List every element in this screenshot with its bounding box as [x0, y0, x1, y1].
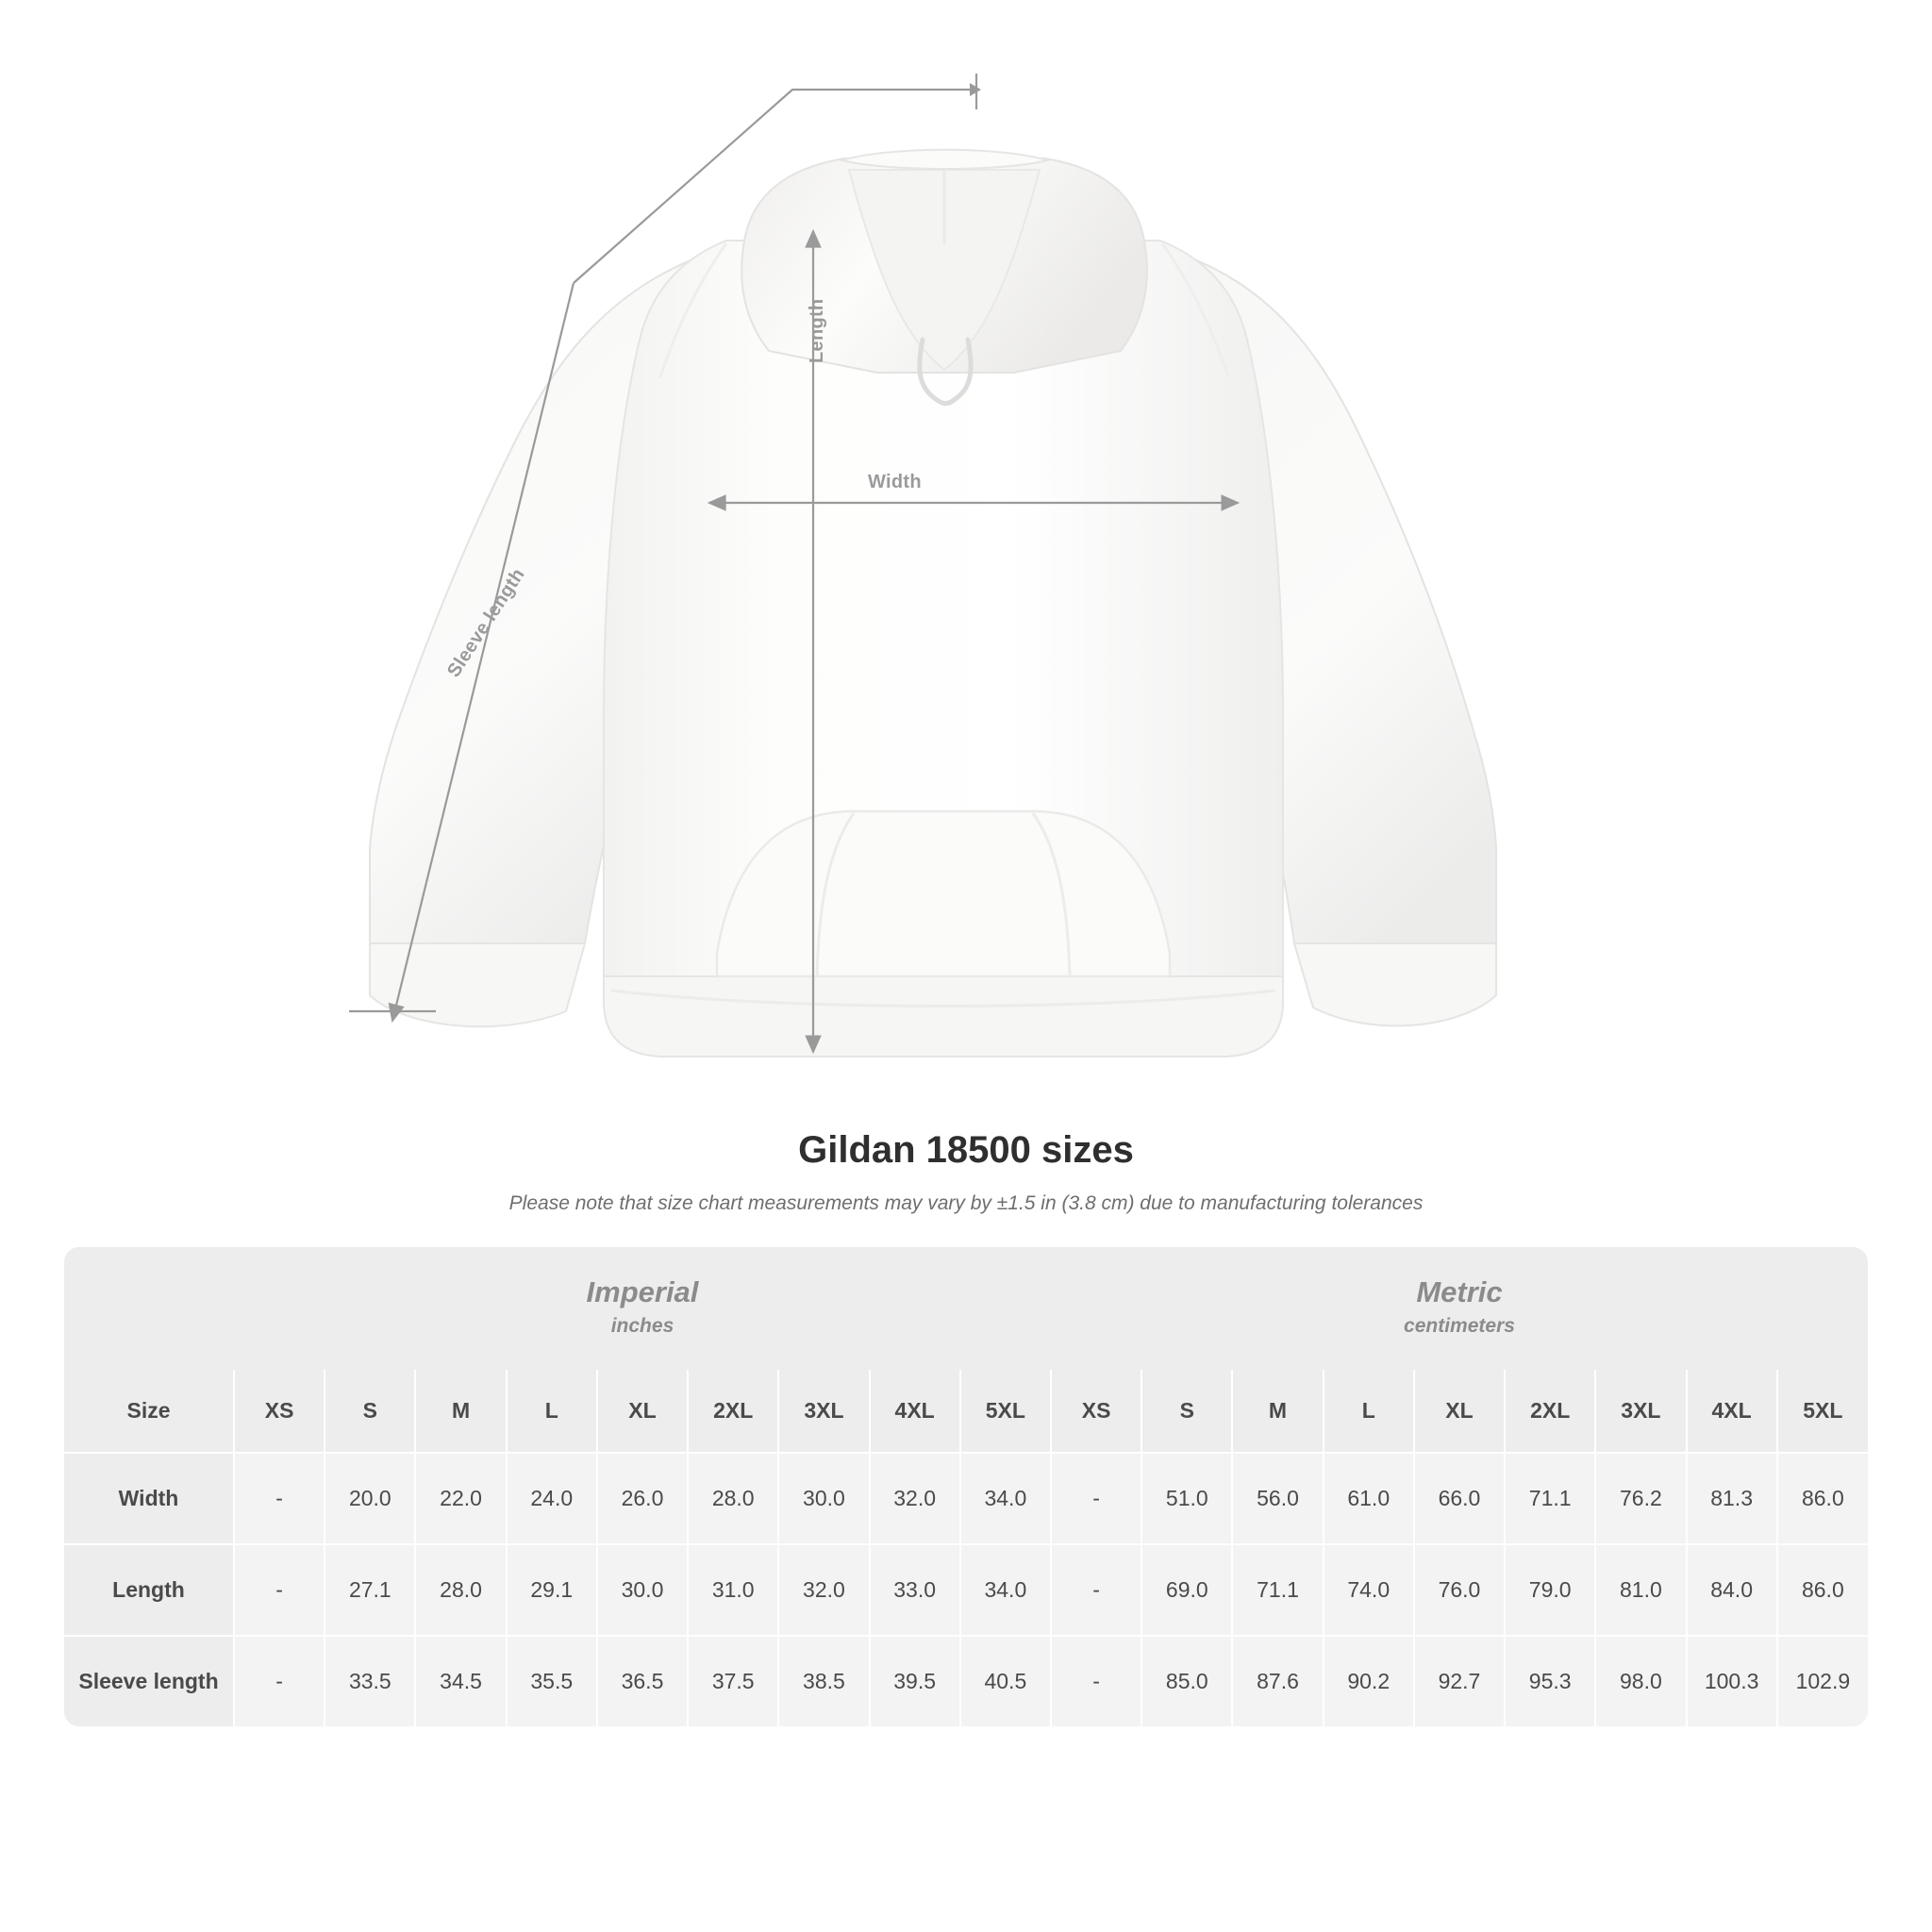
unit-group-spacer	[64, 1247, 234, 1370]
sleeve-metric-2xl: 95.3	[1505, 1636, 1595, 1726]
length-guide-label: Length	[807, 298, 827, 363]
size-header-metric-m: M	[1232, 1370, 1323, 1453]
width-imperial-5xl: 34.0	[960, 1453, 1051, 1544]
width-imperial-xl: 26.0	[597, 1453, 688, 1544]
sleeve-imperial-xl: 36.5	[597, 1636, 688, 1726]
size-header-imperial-xl: XL	[597, 1370, 688, 1453]
row-label-length: Length	[64, 1544, 234, 1636]
length-metric-l: 74.0	[1324, 1544, 1414, 1636]
width-metric-5xl: 86.0	[1777, 1453, 1868, 1544]
size-header-imperial-m: M	[415, 1370, 506, 1453]
sleeve-length-guide-label: Sleeve length	[443, 564, 529, 681]
length-metric-5xl: 86.0	[1777, 1544, 1868, 1636]
table-row	[64, 1544, 1868, 1636]
length-imperial-xl: 30.0	[597, 1544, 688, 1636]
tolerance-note: Please note that size chart measurements may vary by ±1.5 in (3.8 cm) due to manufacturing tolerances	[508, 1192, 1424, 1214]
unit-group-metric	[1051, 1247, 1868, 1370]
width-metric-xs: -	[1051, 1453, 1141, 1544]
size-header-corner: Size	[64, 1370, 234, 1453]
length-imperial-4xl: 33.0	[870, 1544, 960, 1636]
length-imperial-l: 29.1	[507, 1544, 597, 1636]
size-header-imperial-5xl: 5XL	[960, 1370, 1051, 1453]
unit-group-imperial	[234, 1247, 1051, 1370]
length-metric-m: 71.1	[1232, 1544, 1323, 1636]
size-header-metric-l: L	[1324, 1370, 1414, 1453]
sleeve-imperial-4xl: 39.5	[870, 1636, 960, 1726]
length-metric-4xl: 84.0	[1687, 1544, 1777, 1636]
length-imperial-5xl: 34.0	[960, 1544, 1051, 1636]
table-row	[64, 1453, 1868, 1544]
row-label-width: Width	[64, 1453, 234, 1544]
sleeve-imperial-l: 35.5	[507, 1636, 597, 1726]
length-metric-s: 69.0	[1141, 1544, 1232, 1636]
size-header-imperial-4xl: 4XL	[870, 1370, 960, 1453]
page-title: Gildan 18500 sizes	[798, 1129, 1134, 1171]
sleeve-imperial-5xl: 40.5	[960, 1636, 1051, 1726]
length-metric-xl: 76.0	[1414, 1544, 1505, 1636]
width-metric-l: 61.0	[1324, 1453, 1414, 1544]
length-imperial-s: 27.1	[325, 1544, 415, 1636]
size-header-imperial-l: L	[507, 1370, 597, 1453]
length-imperial-xs: -	[234, 1544, 325, 1636]
hoodie-body	[370, 150, 1496, 1057]
sleeve-metric-3xl: 98.0	[1595, 1636, 1686, 1726]
sleeve-imperial-m: 34.5	[415, 1636, 506, 1726]
size-header-imperial-s: S	[325, 1370, 415, 1453]
width-metric-2xl: 71.1	[1505, 1453, 1595, 1544]
size-header-row	[64, 1370, 1868, 1453]
width-metric-4xl: 81.3	[1687, 1453, 1777, 1544]
sleeve-imperial-2xl: 37.5	[688, 1636, 778, 1726]
sleeve-metric-4xl: 100.3	[1687, 1636, 1777, 1726]
unit-group-row	[64, 1247, 1868, 1370]
row-label-sleeve-length: Sleeve length	[64, 1636, 234, 1726]
width-imperial-3xl: 30.0	[778, 1453, 869, 1544]
unit-group-metric-name: Metric	[1416, 1275, 1503, 1308]
size-header-imperial-2xl: 2XL	[688, 1370, 778, 1453]
width-imperial-l: 24.0	[507, 1453, 597, 1544]
size-header-metric-3xl: 3XL	[1595, 1370, 1686, 1453]
width-metric-m: 56.0	[1232, 1453, 1323, 1544]
width-imperial-4xl: 32.0	[870, 1453, 960, 1544]
sleeve-imperial-s: 33.5	[325, 1636, 415, 1726]
size-header-metric-2xl: 2XL	[1505, 1370, 1595, 1453]
width-imperial-s: 20.0	[325, 1453, 415, 1544]
length-imperial-m: 28.0	[415, 1544, 506, 1636]
size-header-metric-s: S	[1141, 1370, 1232, 1453]
sleeve-metric-m: 87.6	[1232, 1636, 1323, 1726]
width-metric-xl: 66.0	[1414, 1453, 1505, 1544]
width-imperial-2xl: 28.0	[688, 1453, 778, 1544]
unit-group-metric-sub: centimeters	[1404, 1315, 1515, 1337]
sleeve-metric-xs: -	[1051, 1636, 1141, 1726]
size-header-imperial-3xl: 3XL	[778, 1370, 869, 1453]
length-metric-2xl: 79.0	[1505, 1544, 1595, 1636]
width-guide-label: Width	[868, 472, 922, 492]
width-metric-s: 51.0	[1141, 1453, 1232, 1544]
sleeve-metric-xl: 92.7	[1414, 1636, 1505, 1726]
size-table-container	[64, 1247, 1868, 1726]
size-header-metric-xs: XS	[1051, 1370, 1141, 1453]
sleeve-imperial-3xl: 38.5	[778, 1636, 869, 1726]
sleeve-metric-5xl: 102.9	[1777, 1636, 1868, 1726]
sleeve-metric-l: 90.2	[1324, 1636, 1414, 1726]
sleeve-metric-s: 85.0	[1141, 1636, 1232, 1726]
width-imperial-m: 22.0	[415, 1453, 506, 1544]
size-header-metric-5xl: 5XL	[1777, 1370, 1868, 1453]
size-table	[64, 1247, 1868, 1726]
width-imperial-xs: -	[234, 1453, 325, 1544]
size-header-metric-4xl: 4XL	[1687, 1370, 1777, 1453]
length-imperial-2xl: 31.0	[688, 1544, 778, 1636]
sleeve-imperial-xs: -	[234, 1636, 325, 1726]
size-header-imperial-xs: XS	[234, 1370, 325, 1453]
length-metric-xs: -	[1051, 1544, 1141, 1636]
unit-group-imperial-sub: inches	[610, 1315, 675, 1337]
length-metric-3xl: 81.0	[1595, 1544, 1686, 1636]
size-header-metric-xl: XL	[1414, 1370, 1505, 1453]
length-imperial-3xl: 32.0	[778, 1544, 869, 1636]
table-row	[64, 1636, 1868, 1726]
width-metric-3xl: 76.2	[1595, 1453, 1686, 1544]
unit-group-imperial-name: Imperial	[586, 1275, 699, 1308]
